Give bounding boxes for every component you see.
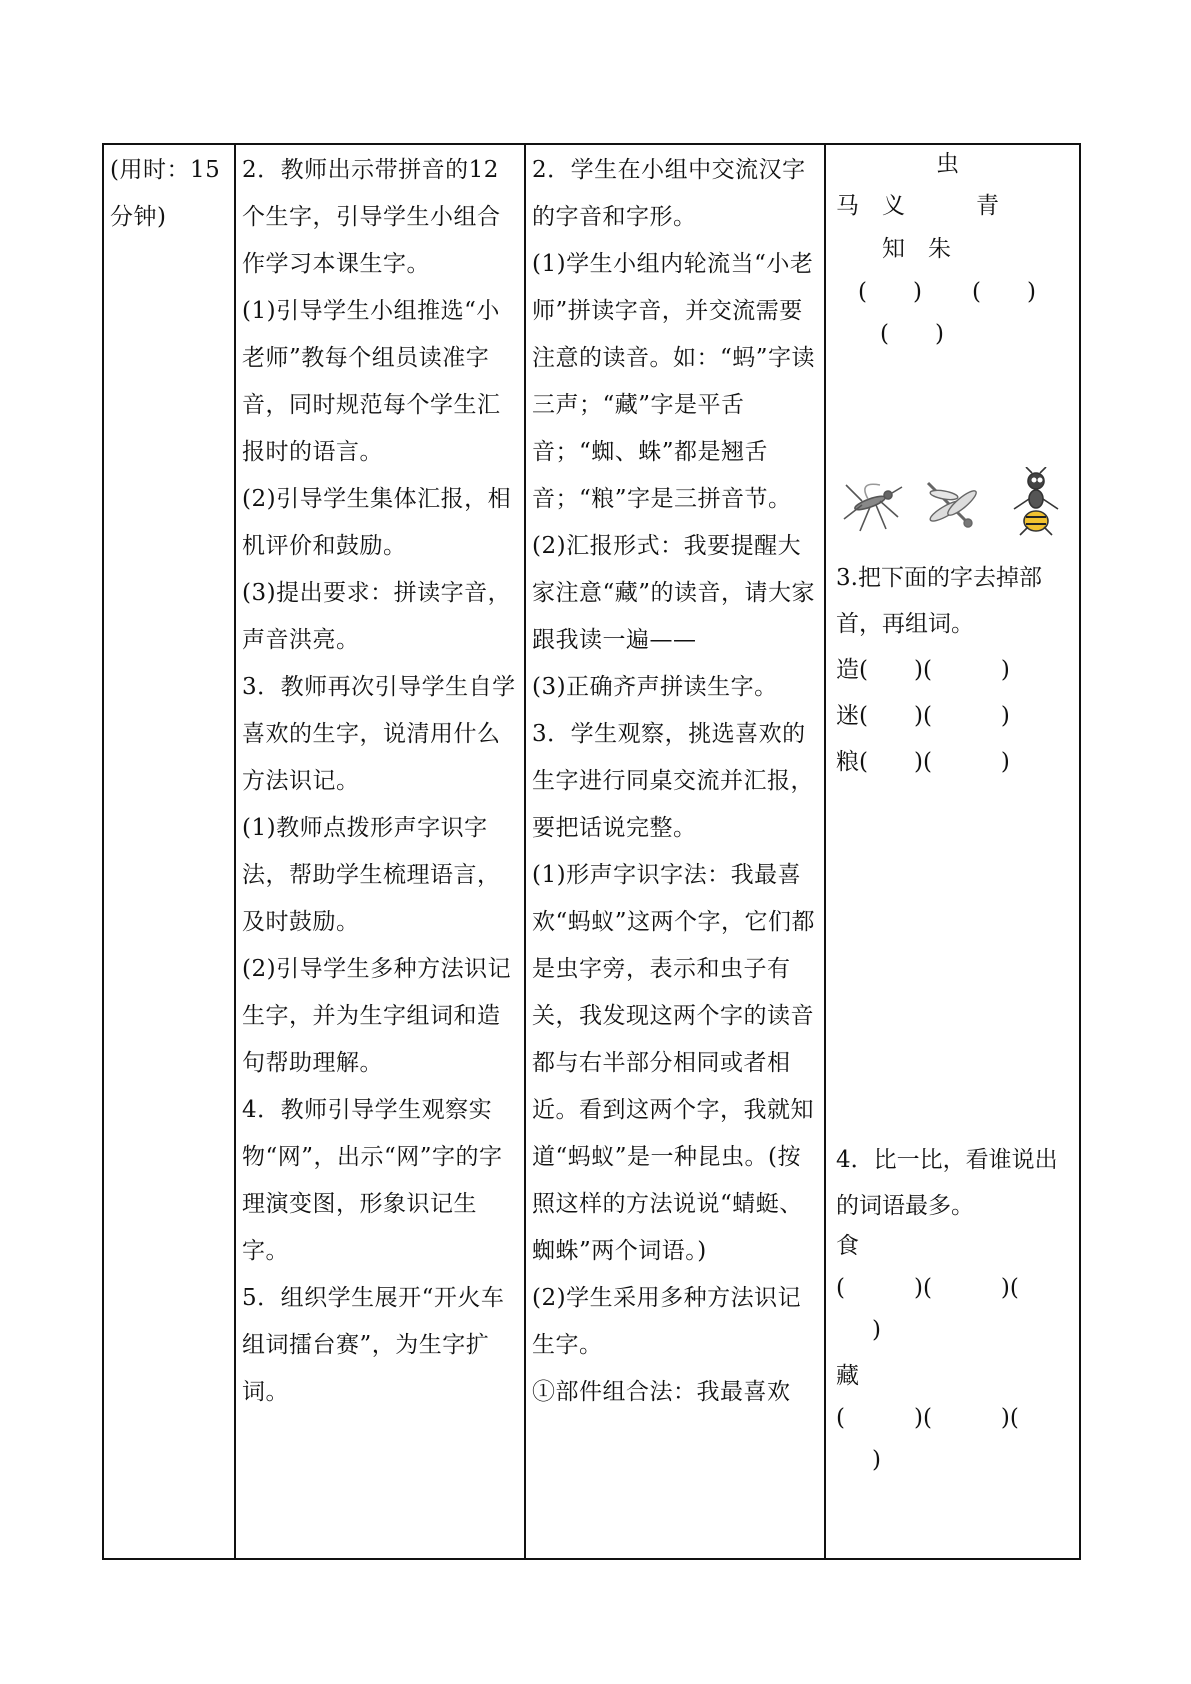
time-line: (用时：15	[110, 157, 221, 183]
student-paragraph: (1)学生小组内轮流当“小老师”拼读字音，并交流需要注意的读音。如：“蚂”字读三声；“藏”字是平舌音；“蜘、蛛”都是翘舌音；“粮”字是三拼音节。	[532, 251, 816, 512]
mosquito-icon	[844, 484, 902, 531]
teacher-paragraph: 4．教师引导学生观察实物“网”，出示“网”字的字理演变图，形象识记生字。	[242, 1097, 503, 1264]
teacher-paragraph: (2)引导学生集体汇报，相机评价和鼓励。	[242, 486, 512, 559]
part-character: 知	[882, 236, 905, 262]
insect-pictures	[840, 467, 1070, 537]
exercise-3	[836, 555, 1068, 785]
ant-icon	[1014, 467, 1058, 535]
exercise-area	[832, 147, 1073, 1557]
student-paragraph: (2)学生采用多种方法识记生字。	[532, 1285, 802, 1358]
part-character: 马	[836, 193, 859, 219]
student-paragraph: ①部件组合法：我最喜欢	[532, 1379, 791, 1405]
teacher-paragraph: (3)提出要求：拼读字音，声音洪亮。	[242, 580, 512, 653]
exercise-4-word: 藏	[836, 1363, 859, 1389]
student-paragraph: 2．学生在小组中交流汉字的字音和字形。	[532, 157, 806, 230]
teacher-paragraph: 3．教师再次引导学生自学喜欢的生字，说清用什么方法识记。	[242, 674, 516, 794]
answer-blank: ( )	[858, 279, 922, 305]
teacher-paragraph: (2)引导学生多种方法识记生字，并为生字组词和造句帮助理解。	[242, 956, 512, 1076]
table-row	[103, 144, 1080, 1559]
teacher-activity-text	[242, 147, 518, 1416]
teacher-paragraph: (1)引导学生小组推选“小老师”教每个组员读准字音，同时规范每个学生汇报时的语言。	[242, 298, 501, 465]
exercise-4-blanks: ( )( )(	[836, 1405, 1019, 1431]
exercise-4-blanks: ( )( )(	[836, 1275, 1019, 1301]
exercise-4-word: 食	[836, 1233, 859, 1259]
teacher-activity-cell	[235, 144, 525, 1559]
exercise-4-blanks: )	[872, 1317, 881, 1343]
exercise-3-instruction: 3.把下面的字去掉部首，再组词。	[836, 565, 1042, 637]
student-paragraph: (2)汇报形式：我要提醒大家注意“藏”的读音，请大家跟我读一遍——	[532, 533, 816, 653]
part-character: 义	[882, 193, 905, 219]
student-activity-cell	[525, 144, 825, 1559]
student-paragraph: 3．学生观察，挑选喜欢的生字进行同桌交流并汇报，要把话说完整。	[532, 721, 814, 841]
teacher-paragraph: 5．组织学生展开“开火车组词擂台赛”，为生字扩词。	[242, 1285, 505, 1405]
part-character: 青	[976, 193, 999, 219]
exercise-3-row: 造( )( )	[836, 657, 1010, 683]
answer-blank: ( )	[880, 321, 944, 347]
exercise-4-instruction: 4．比一比，看谁说出的词语最多。	[836, 1147, 1058, 1219]
time-column-cell	[103, 144, 235, 1559]
exercise-cell	[825, 144, 1080, 1559]
exercise-3-row: 迷( )( )	[836, 703, 1010, 729]
dragonfly-icon	[928, 483, 979, 527]
lesson-plan-table	[102, 143, 1081, 1560]
student-paragraph: (3)正确齐声拼读生字。	[532, 674, 778, 700]
student-activity-text	[532, 147, 818, 1416]
exercise-3-row: 粮( )( )	[836, 749, 1010, 775]
student-paragraph: (1)形声字识字法：我最喜欢“蚂蚁”这两个字，它们都是虫字旁，表示和虫子有关，我发现这两个字的读音都与右半部分相同或者相近。看到这两个字，我就知道“蚂蚁”是一种昆虫。(按照这样的方法说说“蜻蜓、蜘蛛”两个词语。)	[532, 862, 816, 1264]
part-character: 朱	[928, 236, 951, 262]
exercise-4	[836, 1137, 1068, 1229]
teacher-paragraph: (1)教师点拨形声字识字法，帮助学生梳理语言，及时鼓励。	[242, 815, 501, 935]
time-line: 分钟)	[110, 204, 167, 230]
teacher-paragraph: 2．教师出示带拼音的12个生字，引导学生小组合作学习本课生字。	[242, 157, 501, 277]
answer-blank: ( )	[972, 279, 1036, 305]
time-text	[110, 147, 228, 241]
radical-character: 虫	[936, 151, 959, 177]
exercise-4-blanks: )	[872, 1447, 881, 1473]
